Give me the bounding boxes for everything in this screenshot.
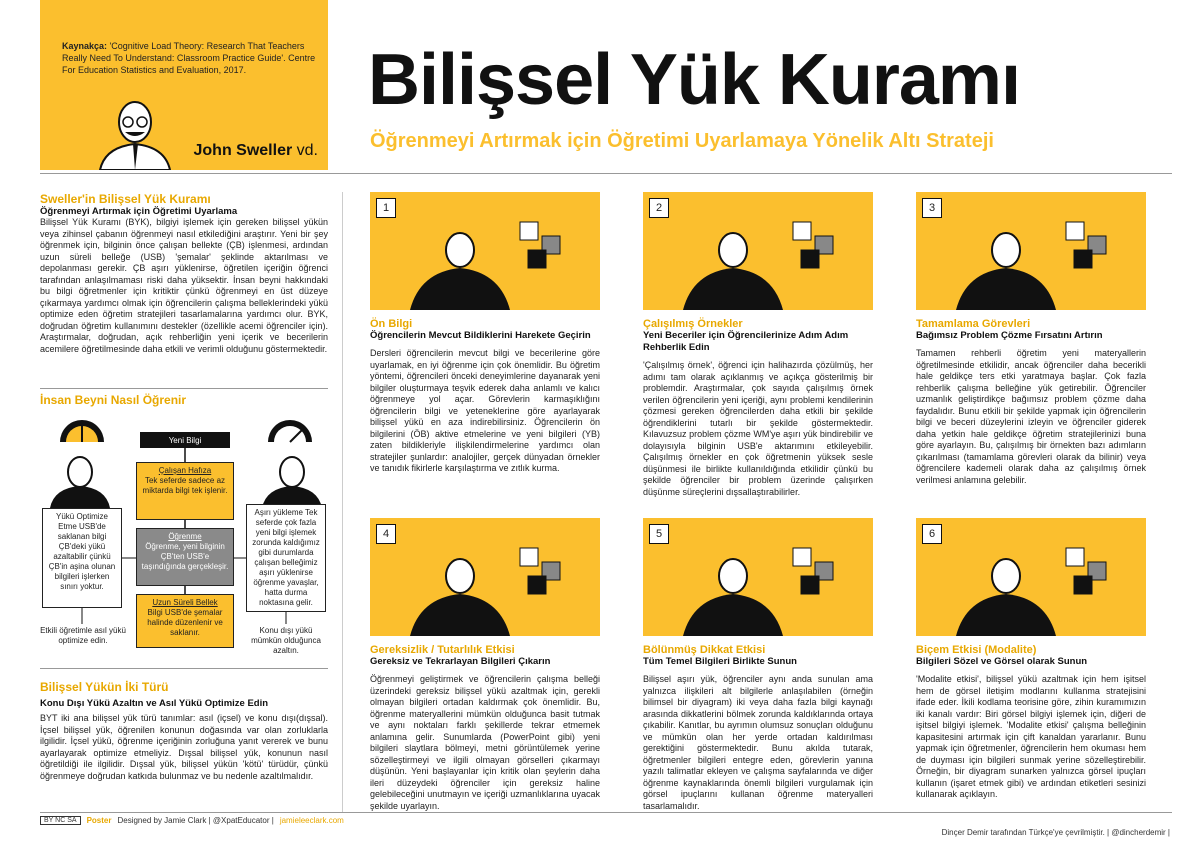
strategy-card-5	[643, 518, 873, 812]
card-illustration	[643, 518, 873, 636]
long-term-memory-box: Uzun Süreli Bellek Bilgi USB'de şemalar halinde düzenlenir ve saklanır.	[136, 594, 234, 648]
card-illustration	[916, 518, 1146, 636]
section-two-types	[40, 680, 328, 782]
strategy-card-2	[643, 192, 873, 498]
cube-icon	[916, 518, 1146, 636]
source-text: 'Cognitive Load Theory: Research That Teachers Really Need To Understand: Classroom Practice Guide'. Centre For Education Statistics and Evaluation, 2017.	[62, 41, 316, 75]
new-info-box: Yeni Bilgi	[140, 432, 230, 448]
card-number: 1	[376, 198, 396, 218]
cube-icon	[916, 192, 1146, 310]
right-caption: Konu dışı yükü mümkün olduğunca azaltın.	[251, 626, 321, 655]
left-column	[40, 192, 328, 355]
card-subtitle: Bilgileri Sözel ve Görsel olarak Sunun	[916, 656, 1088, 667]
section-cognitive-load-subtitle: Öğrenmeyi Artırmak için Öğretimi Uyarlama	[40, 206, 238, 217]
page-title: Bilişsel Yük Kuramı	[368, 40, 1020, 120]
card-illustration	[916, 192, 1146, 310]
footer-site-link[interactable]: jamieleeclark.com	[279, 816, 344, 825]
card-title: Tamamlama Görevleri	[916, 318, 1031, 330]
section-cognitive-load-title: Sweller'in Bilişsel Yük Kuramı	[40, 192, 211, 206]
card-title: Bölünmüş Dikkat Etkisi	[643, 644, 766, 656]
card-subtitle: Tüm Temel Bilgileri Birlikte Sunun	[643, 656, 797, 667]
cc-license-icon: BY NC SA	[40, 816, 81, 825]
strategy-card-6	[916, 518, 1146, 801]
header-divider	[40, 173, 1172, 174]
card-body: Dersleri öğrencilerin mevcut bilgi ve becerilerine göre uyarlamak, en iyi öğrenme için çok önemlidir. Bu öğretim yöntemi, öğrencileri önceki deneyimlerine dayanarak yeni bilgiler oluşturmaya teşvik ederek daha anlamlı ve kalıcı öğrenmeye yol açar. Görevlerin karmaşıklığını öğrencilerin bilgi ve yeteneklerine göre ayarlayarak bilişsel yükü en aza indirebilirsiniz. Öğrencilerin ön bilgilerini (ÖB) aktive etmelerine ve yeni bilgileri (YB) zaten bildikleriyle ilişkilendirmelerine yardımcı olan stratejiler şunlardır: analojiler, gerçek dünyadan örnekler ve tanıdık fikirlerle karşılaştırma ve zıtlık kurma.	[370, 348, 600, 473]
card-body: Öğrenmeyi geliştirmek ve öğrencilerin çalışma belleği üzerindeki gereksiz bilişsel yükü azaltmak için, gerekli olmayan bilgileri ortadan kaldırmak çok önemlidir. Bu, öğrenme materyallerini mümkün olduğunca basit tutmak ve aynı noktaları farklı şekillerde tekrar etmemek anlamına gelir. Sunumlarda (PowerPoint gibi) yeni bilgileri slaytlara bölmeyi, metni görüntülemek yerine sözelleştirmeyi ve ilgili olmayan görselleri çıkarmayı düşünün. Yeni başlayanlar için kritik olan şeylerin daha ileri düzeydeki öğrenciler için gereksiz haline gelebileceğini unutmayın ve içeriği uzmanlıklarına uyacak şekilde uyarlayın.	[370, 674, 600, 811]
cube-icon	[370, 192, 600, 310]
card-illustration	[643, 192, 873, 310]
card-illustration	[370, 192, 600, 310]
card-title: Gereksizlik / Tutarlılık Etkisi	[370, 644, 515, 656]
section-two-types-subtitle: Konu Dışı Yükü Azaltın ve Asıl Yükü Optimize Edin	[40, 698, 269, 709]
card-number: 4	[376, 524, 396, 544]
card-subtitle: Yeni Beceriler için Öğrencilerinize Adım Adım Rehberlik Edin	[643, 330, 849, 353]
footer-translator: Dinçer Demir tarafından Türkçe'ye çevrilmiştir. | @dincherdemir |	[941, 828, 1170, 837]
author-name: John Sweller	[193, 142, 293, 159]
card-title: Biçem Etkisi (Modalite)	[916, 644, 1037, 656]
overload-box: Aşırı yükleme Tek seferde çok fazla yeni bilgi işlemek zorunda kaldığımız gibi durumlarda çalışan belleğimiz aşırı yüklenirse öğrenme yavaşlar, hatta durma noktasına gelir.	[246, 504, 326, 612]
author-portrait	[95, 92, 175, 170]
strategy-card-1	[370, 192, 600, 475]
card-number: 3	[922, 198, 942, 218]
card-body: 'Çalışılmış örnek', öğrenci için halihazırda çözülmüş, her adımı tam olarak açıklanmış ve açıkça gösterilmiş bir problemdir. Araştırmalar, çok sayıda çalışılmış örnek verilen öğrencilerin yeni içeriği, aynı problemi kendilerinin çözmesi gereken öğrencilerden daha etkili bir şekilde öğrendiklerini tutarlı bir şekilde göstermektedir. Kılavuzsuz problem çözme WM'ye aşırı yük bindirebilir ve dolayısıyla bilginin USB'e aktarımını etkileyebilir. Çalışılmış örnekler en çok öğretmenin yüksek sesle düşünmesi ile birlikte kullanıldığında etkilidir çünkü bu şekilde öğrenciler bir problem üzerinde çalışırken düşünme süreçlerini dışsallaştırabilirler.	[643, 360, 873, 497]
footer-left	[40, 816, 344, 825]
left-caption: Etkili öğretimle asıl yükü optimize edin.	[40, 626, 126, 645]
cube-icon	[370, 518, 600, 636]
source-box	[40, 0, 328, 170]
page-subtitle: Öğrenmeyi Artırmak için Öğretimi Uyarlamaya Yönelik Altı Strateji	[370, 130, 994, 152]
learning-box: Öğrenme Öğrenme, yeni bilginin ÇB'ten USB'e taşındığında gerçekleşir.	[136, 528, 234, 586]
card-number: 5	[649, 524, 669, 544]
working-memory-box: Çalışan Hafıza Tek seferde sadece az miktarda bilgi tek işlenir.	[136, 462, 234, 520]
section-two-types-title: Bilişsel Yükün İki Türü	[40, 680, 169, 694]
card-illustration	[370, 518, 600, 636]
card-subtitle: Bağımsız Problem Çözme Fırsatını Artırın	[916, 330, 1103, 341]
brain-diagram	[40, 412, 328, 662]
optimize-load-box: Yükü Optimize Etme USB'de saklanan bilgi ÇB'deki yükü azaltabilir çünkü ÇB'in aşina olunan bilgileri işlerken sınırı yoktur.	[42, 508, 122, 608]
card-subtitle: Öğrencilerin Mevcut Bildiklerini Harekete Geçirin	[370, 330, 591, 341]
strategy-card-3	[916, 192, 1146, 486]
cube-icon	[643, 518, 873, 636]
card-subtitle: Gereksiz ve Tekrarlayan Bilgileri Çıkarın	[370, 656, 551, 667]
card-title: Çalışılmış Örnekler	[643, 318, 743, 330]
footer-designed: Designed by Jamie Clark | @XpatEducator |	[117, 816, 274, 825]
section-brain-title: İnsan Beyni Nasıl Öğrenir	[40, 393, 187, 407]
section-two-types-body: BYT iki ana bilişsel yük türü tanımlar: asıl (içsel) ve konu dışı(dışsal). İçsel bilişsel yük, öğrenilen konunun doğasında var olan zorluklarla ilgilidir. İçsel yükü, öğrenme içeriğinin zorluğuna yanıt vererek ve bunu ayarlayarak optimize etmeliyiz. Dışsal bilişsel yük, konunun nasıl öğretildiği ile ilgilidir. Dışsal yük, bilişsel yükün 'kötü' türüdür, çünkü öğrenmeye doğrudan katkıda bulunmaz ve bu nedenle azaltılmalıdır.	[40, 713, 328, 781]
card-number: 6	[922, 524, 942, 544]
diagram-arrows	[40, 412, 328, 662]
card-number: 2	[649, 198, 669, 218]
card-body: 'Modalite etkisi', bilişsel yükü azaltmak için hem işitsel hem de görsel iletişim modlarını kullanma stratejisini ifade eder. İkili kodlama teorisine göre, zihin kuramımızın iki kanalı vardır: Biri görsel bilgiyi işlemek için, diğeri de işitsel bilgiyi işlemek. 'Modalite etkisi' çalışma belleğinin kapasitesini artırmak için çift kanaldan yararlanır. Bunu yapmak için öğretmenler, öğrencilerin hem okuması hem de duyması için bilgileri sunmak yerine sözelleştirebilir. Örneğin, bir diyagram sunarken yalnızca görsel ipuçları kullanın (işaret etmek gibi) ve ardından etiketleri sesinizi kullanarak açıklayın.	[916, 674, 1146, 799]
card-body: Bilişsel aşırı yük, öğrenciler aynı anda sunulan ama yalnızca ilişkileri alt bilgilerle anlaşılabilen (örneğin bilimsel bir diyagram) iki veya daha fazla bilgi kaynağı arasında dikkatlerini bölmek zorunda kaldıklarında ortaya çıkabilir. Kanıtlar, bu ayrımın olumsuz sonuçları olduğunu ve mümkün olan her yerde ortadan kaldırılması gerektiğini göstermektedir. Bunu akılda tutarak, öğretmenler bilgileri entegre eden, görevlerin yanına yazılı talimatlar ekleyen ve çalışma sayfalarında ve diğer öğrenme kaynaklarında önemli bilgileri vurgulamak için görsel ipuçlarını kullanan öğrenme materyalleri tasarlamalıdır.	[643, 674, 873, 811]
section-cognitive-load-body: Bilişsel Yük Kuramı (BYK), bilgiyi işlemek için gereken bilişsel yükün veya zihinsel çabanın öğrenmeyi nasıl etkilediğini araştırır. Yeni bir şey öğrenmek için, bilginin önce çalışan bellekte (ÇB) işlenmesi, ardından uzun süreli belleğe (USB) 'şemalar' şeklinde aktarılması ve depolanması gerekir. ÇB aşırı yüklenirse, öğretilen içeriğin öğrenci tarafından anlaşılmaması riski daha yüksektir. İnsan beyni hakkındaki bu bilgi öğretmenler için kritiktir çünkü öğrenmeyi en üst düzeye çıkarmaya yardımcı olmak için öğrencilerin çalışma belleklerindeki yükü optimize eden öğretim stratejileri tasarlamalarına yardımcı olur. BYK, doğrudan öğretim kullanımını destekler (özellikle acemi öğrenciler için). Araştırmalar, doğrudan, açık rehberliğin yeni içerik ve becerilerin acemilere öğretilmesinde daha etkili ve verimli olduğunu göstermektedir.	[40, 217, 328, 354]
card-title: Ön Bilgi	[370, 318, 413, 330]
footer-poster: Poster	[86, 816, 112, 825]
source-label: Kaynakça:	[62, 41, 108, 51]
cube-icon	[643, 192, 873, 310]
card-body: Tamamen rehberli öğretim yeni materyallerin öğretilmesinde etkilidir, ancak öğrenciler daha becerikli hale geldikçe ters etki yaratmaya başlar. Çok fazla rehberlik çalışma belleğine yük getirebilir. Öğrenciler uzmanlık geliştirdikçe bağımsız problem çözme daha faydalıdır. Bunu etkili bir şekilde yapmak için öğrencilerin bilgi ve beceri düzeylerini izleyin ve öğrenciler giderek daha yetkin hale geldikçe öğretim stratejilerinizi buna göre ayarlayın. Bu, çalışılmış bir örnekten bazı adımların çıkarılması (tamamlama görevleri olarak da bilinir) veya öğrencilere kademeli olarak daha az çalışılmış örnek verilmesi anlamına gelebilir.	[916, 348, 1146, 485]
author-suffix: vd.	[296, 142, 318, 159]
strategy-card-4	[370, 518, 600, 812]
